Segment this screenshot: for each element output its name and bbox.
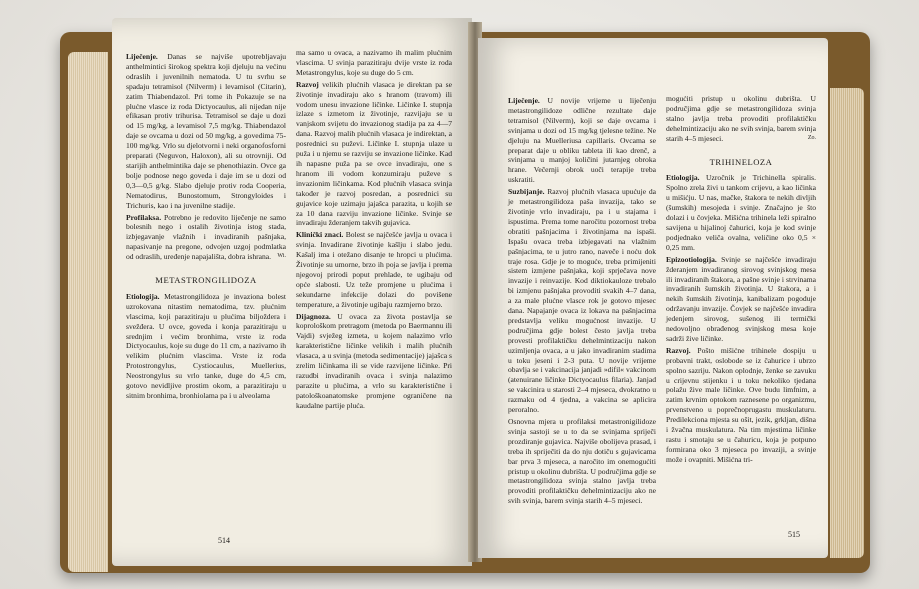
paragraph: [666, 94, 816, 144]
paragraph-text: ma samo u ovaca, a nazivamo ih malim plućnim vlascima. U svinja parazitiraju dvije vrste iz roda Metastrongylus, koje su duge do 5 cm.: [296, 48, 452, 77]
left-column-2: [296, 48, 452, 413]
section-heading: METASTRONGILIDOZA: [155, 275, 257, 286]
section-lead: Profilaksa.: [126, 212, 162, 222]
paragraph: [296, 230, 452, 309]
paragraph: [126, 213, 286, 263]
section-heading: TRIHINELOZA: [709, 156, 773, 167]
right-column-1: [508, 96, 656, 508]
paragraph-text: Osnovna mjera u profilaksi metastronigilidoze svinja sastoji se u to da se svinjama spriječi prozdiranje gujavica. Najviše obolijeva prasad, i treba ih spriječiti da do nju dotiču s gujavicama bar prva 3 mjeseca, a naročito im onemogućiti pristup u okolinu dubrišta. U područjima gdje se metastrongilidoza svinja stalno javlja treba provoditi profilaktičku dehelmintizaciju ako ne svih svinja, barem svinja starih 4–5 mjeseci.: [508, 417, 656, 506]
section-lead: Razvoj.: [666, 345, 691, 355]
paragraph: [508, 187, 656, 415]
paragraph: [296, 48, 452, 78]
open-book: [60, 18, 870, 573]
paragraph: [126, 292, 286, 401]
paragraph-text: Uzročnik je Trichinella spiralis. Spolno zrela živi u tankom crijevu, a kao ličinka u mišićju. U nas, mačke, štakora te nekih divljih (šumskih) mesojeda i svinje. Značajno je što dolazi i u čovjeka. Mišićna trihinela leži spiralno savijena u hijalinoj čahurici, koja je kod svinje podjednako veliča ovalna, veličine oko 0,5 × 0,25 mm.: [666, 173, 816, 252]
paragraph-text: Pošto mišićne trihinele dospiju u probavni trakt, oslobode se iz čahurice i ubrzo spolno sazriju. Nakon oplodnje, ženke se zavuku u crijevnu stijenku i u toku nekoliko tjedana polažu žive male ličinke. Ove budu limfnim, a zatim krvnim optokom raznesene po organizmu, prvenstveno u poprečnoprugastu muskulaturu. Predilekciona mjesta su ošit, jezik, grkljan, dišna i žvačna muskulatura. Na tim mjestima ličinke rastu i smotaju se u čahuricu, koja je potpuno formirana oko 3 mjeseca po invaziji, a svinje može i ovapniti. Mišićna tri-: [666, 345, 816, 464]
paragraph: [296, 312, 452, 411]
paragraph: [666, 346, 816, 465]
paragraph-text: U ovaca za života postavlja se koprološkom pretragom (metoda po Baermannu ili Vajdi) svježeg izmeta, u kojem nalazimo vrlo karakteristične ličinke velikih i malih plućnih vlasaca, a u svinja (metoda sedimentacije) jajašca s zrelim ličinkama ili se vide razvijene ličinke. Pri razudbi invadiranih ovaca i svinja nalazimo parazite u plućima, a vrlo su karakteristične i patološkoanatomske promjene ograničene na kaudalne partije pluća.: [296, 311, 452, 410]
section-lead: Etiologija.: [126, 291, 160, 301]
section-lead: Epizootiologija.: [666, 254, 717, 264]
paragraph: [666, 173, 816, 252]
paragraph-text: Razvoj plućnih vlasaca upućuje da je metastrongilidoza paša invazija, tako se životinje vrlo invadiraju, pa i u stajama i ispustima. Prema tome naročitu pozornost treba obratiti pašnjacima i životinjama na ispaši. Ispašu ovaca treba izbjegavati na vlažnim pašnjacima, te u jutro rano, naveče i noću dok traje rosa. Gdje je to moguće, treba primijeniti sistem izmjene pašnjaka, koji sprječava nove invazije i reinvazije. Kod diktiokauloze trebalo bi izmjenu pašnjaka provoditi svakih 4–7 dana, a za male plućne vlasce rok je gotovo mjesec dana. Napajanje ovaca iz lokava na pašnjacima predstavlja veliku mogućnost invazije. U područjima gdje bolest često javlja treba provesti profilaktičku dehelmintizaciju nakon uzimljenja ovaca, a u jako invadiranim stadima u toku jeseni i 2-3 puta. U novije vrijeme obavlja se i vakcinacija janjadi »difil« vakcinom (atenuirane ličinke Dictyocaulus filaria). Janjad se vakcinira u starosti 2–4 mjeseca, dvokratno u razmaku od 4 tjedna, a vakcina se aplicira peroralno.: [508, 187, 656, 415]
left-column-1: [126, 52, 286, 403]
left-page: [112, 18, 472, 566]
paragraph: [508, 417, 656, 506]
paragraph: [126, 52, 286, 211]
page-edges-right: [830, 88, 864, 558]
section-lead: Suzbijanje.: [508, 187, 545, 197]
paragraph-text: Svinje se najčešće invadiraju žderanjem invadiranog sirovog svinjskog mesa ili invadiranih štakora, a pašne svinje i strvinama invadiranih šumskih životinja. U štakora, a i nekih šumskih životinja, kanibalizam pogoduje održavanju invazije. Čovjek se najčešće invadira jedenjem sirovog, sušenog ili termički nedovoljno obrađenog svinjskog mesa koje sadrži žive ličinke.: [666, 254, 816, 343]
section-lead: Etiologija.: [666, 173, 700, 183]
right-column-2: [666, 94, 816, 467]
author-initials: Wi.: [277, 253, 286, 260]
paragraph-text: Danas se najviše upotrebljavaju anthelmintici širokog spektra koji djeluju na većinu odraslih i juvenilnih nematoda. U tu svrhu se spadaju tetramisol (Nilverm) i levamisol (Citarin), zatim Thiabendazol. Pri tome ih Pokazuje se na plućne vlasce iz roda Dictyocaulus, ali nijedan nije efikasan protiv trihurisa. Tetramisol se daje u dozi od 15 mg/kg, a levamisol 7,5 mg/kg. Thiabendazol daje se ovcama u dozi od 50 mg/kg, a govedima 75-100 mg/kg. Vrlo su djelotvorni i neki organofosforni preparati (Neguvon, Haloxon), ali su otrovniji. Od starijih anthelmintika daje se phenothiazin. Ovce ga bolje podnose nego goveda i daje im se u dozi od 0,3—0,5 g/kg. Slabo djeluje protiv roda Cooperia, Nematodirus, Bunostomum, Strongyloides i Trichuris, kao i na juvenilne stadije.: [126, 52, 286, 210]
section-lead: Liječenje.: [508, 96, 540, 105]
paragraph-text: velikih plućnih vlasaca je direktan pa se životinje invadiraju ako s hranom (travom) ili vodom unesu invazione ličinke. Ličinke I. stupnja izlaze s izmetom iz životinje, razvijaju se u vanjskom svijetu do invazionog stadija pa za 4—7 dana. Razvoj malih plućnih vlasaca je indirektan, a posrednici su puževi. Ličinke I. stupnja ulaze u puža i u njemu se razviju se invazione ličinke. Kad ih napasne puža pa se ovce invadiraju, one s hranom ili vodom konzumiraju puževe s invazionim ličinkama. Kod plućnih vlasaca svinja također je razvoj posredan, a posrednici su gujavice koje uzimaju jajašca parazita, u kojih se za 10 dana razviju invazione ličinke. Svinje se invadiraju žderanjem takvih gujavica.: [296, 79, 452, 228]
paragraph-text: mogućiti pristup u okolinu dubrišta. U područjima gdje se metastrongilidoza svinja stalno javlja treba provoditi profilaktičku dehelmintizaciju ako ne svih svinja, barem svinja starih 4–5 mjeseci.: [666, 94, 816, 143]
right-page: [478, 38, 828, 558]
section-lead: Dijagnoza.: [296, 311, 331, 321]
page-number-left: 514: [218, 536, 230, 545]
section-lead: Klinički znaci.: [296, 230, 344, 240]
section-lead: Liječenje.: [126, 52, 158, 61]
paragraph-text: Metastrongilidoza je invaziona bolest uzrokovana nitastim nematodima, tzv. plućnim vlascima, koji parazitiraju u plućima biljoždera i svežđera. U ovce, goveda i konja parazitiraju u srednjim i većim bronhima, vrste iz roda Dictyocaulus, koje su duge do 11 cm, a nazivamo ih velikim plućnim vlascima. Vrste iz roda Protostrongylus, Cystiocaulus, Muellerius, Neostrongylus su vrlo tanke, duge do 4,5 cm, gotovo nevidljive prostim okom, a parazitiraju u sitnim bronhima, bronhiolama pa i u alveolama: [126, 291, 286, 400]
paragraph-text: Potrebno je redovito liječenje ne samo bolesnih nego i ostalih životinja istog stada, izbjegavanje vlažnih i invadiranih pašnjaka, napasivanje na pregone, odvojen uzgoj podmlatka od odraslih, uređenje napajališta, dobra ishrana.: [126, 212, 286, 262]
paragraph-text: Bolest se najčešće javlja u ovaca i svinja. Invadirane životinje kašlju i slabo jedu. Kašalj ima i otežano disanje te hropci u plućima. Životinje su umorne, brzo ih poja se javlja i prema njegovoj prirodi poput prehlade, te ugibaju od opće slabosti. Uz teže promjene u plućima i sekundarne infekcije dolazi do povišene temperature, a životinje ugibaju razmjerno brzo.: [296, 230, 452, 309]
author-initials: Zo.: [807, 134, 816, 141]
paragraph: [508, 96, 656, 185]
page-edges-left: [68, 52, 108, 572]
paragraph: [666, 255, 816, 344]
section-lead: Razvoj: [296, 79, 319, 89]
paragraph-text: U novije vrijeme u liječenju metastrongilidoze odlične rezultate daje tetramisol (Nilverm), koji se daje ovcama i svinjama u dozi od 15 mg/kg tjelesne težine. Ne djeluju na Muelleriusa capillaris. Ovcama se preparat daje u obliku tableta ili kao drenč, a svinjama u manjoj količini jutarnjeg obroka hrane. Večernji obrok uoči terapije treba uskratiti.: [508, 96, 656, 185]
page-number-right: 515: [788, 530, 800, 539]
paragraph: [296, 80, 452, 229]
